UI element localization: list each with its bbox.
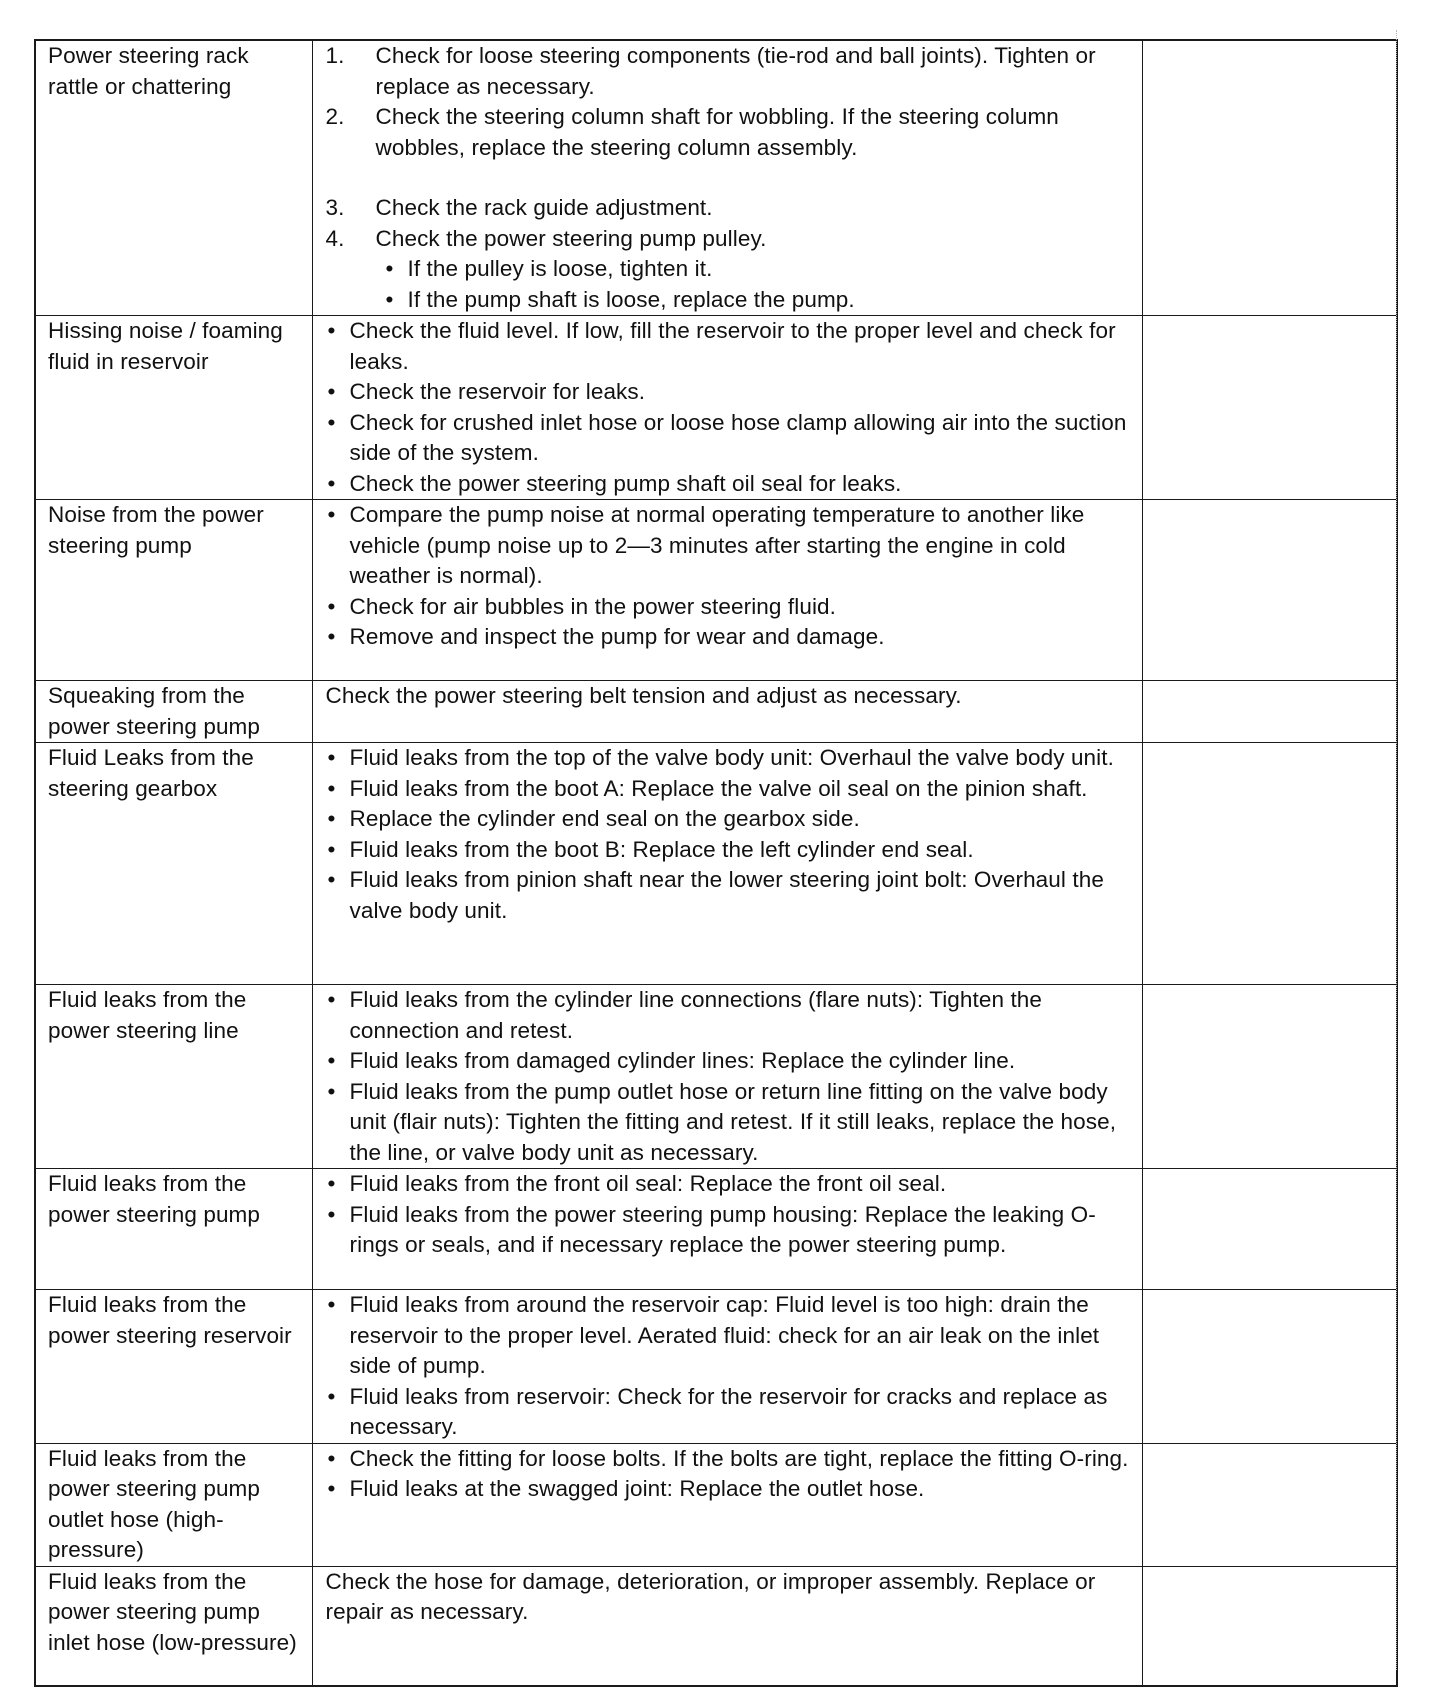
bullet-item (326, 743, 1132, 774)
symptom-cell (35, 1566, 312, 1686)
bullet-icon: • (327, 987, 336, 1012)
action-cell (312, 1566, 1142, 1686)
bullet-item (326, 1200, 1132, 1261)
bullet-icon: • (327, 593, 336, 619)
bullet-list (326, 1290, 1132, 1443)
action-cell (312, 985, 1142, 1169)
bullet-list (326, 1169, 1132, 1261)
bullet-text: Fluid leaks from pinion shaft near the lower steering joint bolt: Overhaul the valve body unit. (349, 867, 1104, 923)
symptom-text: Fluid leaks from the power steering pump outlet hose (high-pressure) (48, 1445, 261, 1562)
bullet-text: Fluid leaks from reservoir: Check for the reservoir for cracks and replace as necessary. (349, 1383, 1108, 1439)
symptom-cell (35, 1290, 312, 1444)
reference-cell (1142, 681, 1397, 743)
step-text-group (376, 224, 1132, 316)
reference-cell (1142, 1443, 1397, 1566)
reference-cell (1142, 40, 1397, 316)
step-item (326, 193, 1132, 224)
bullet-text: Check for crushed inlet hose or loose hose clamp allowing air into the suction side of the system. (349, 409, 1127, 465)
action-text: Check the power steering belt tension and adjust as necessary. (325, 683, 962, 708)
action-cell (312, 1290, 1142, 1444)
bullet-item (326, 377, 1132, 408)
reference-cell (1142, 500, 1397, 681)
action-cell (312, 681, 1142, 743)
action-cell (312, 40, 1142, 316)
reference-cell (1142, 1566, 1397, 1686)
bullet-item (326, 592, 1132, 623)
symptom-text: Power steering rack rattle or chattering (48, 43, 249, 99)
bullet-text: Fluid leaks from the power steering pump housing: Replace the leaking O-rings or seals, and if necessary replace the power steering pump. (349, 1201, 1096, 1257)
bullet-item (326, 1077, 1132, 1169)
bullet-text: Replace the cylinder end seal on the gearbox side. (349, 806, 860, 831)
symptom-cell (35, 1169, 312, 1290)
bullet-icon: • (327, 806, 336, 831)
step-text: Check for loose steering components (tie-rod and ball joints). Tighten or replace as necessary. (375, 43, 1096, 99)
bullet-item (326, 985, 1132, 1046)
bullet-list (326, 500, 1132, 653)
bullet-item (326, 408, 1132, 469)
bullet-item (326, 469, 1132, 500)
bullet-icon: • (327, 867, 336, 892)
table-row (35, 500, 1397, 681)
table-row (35, 1290, 1397, 1444)
bullet-list (326, 316, 1132, 499)
symptom-text: Fluid Leaks from the steering gearbox (48, 745, 254, 801)
sub-bullet-item (384, 285, 1132, 316)
action-cell (312, 316, 1142, 500)
symptom-text: Noise from the power steering pump (48, 502, 264, 558)
bullet-icon: • (327, 409, 336, 435)
symptom-cell (35, 500, 312, 681)
bullet-text: If the pump shaft is loose, replace the pump. (407, 286, 855, 312)
bullet-icon: • (385, 256, 394, 281)
bullet-icon: • (327, 1171, 336, 1196)
action-cell (312, 500, 1142, 681)
table-row (35, 681, 1397, 743)
bullet-item (326, 804, 1132, 835)
reference-cell (1142, 743, 1397, 985)
symptom-cell (35, 681, 312, 743)
troubleshooting-table (34, 39, 1398, 1687)
bullet-text: Check the power steering pump shaft oil seal for leaks. (349, 470, 902, 496)
bullet-icon: • (327, 318, 336, 343)
bullet-text: Fluid leaks from damaged cylinder lines: Replace the cylinder line. (349, 1048, 1016, 1073)
bullet-icon: • (327, 1201, 336, 1227)
scan-edge-divider (1396, 30, 1398, 1670)
bullet-icon: • (385, 286, 394, 312)
reference-cell (1142, 1169, 1397, 1290)
symptom-text: Fluid leaks from the power steering pump (48, 1171, 261, 1227)
step-number: 4. (325, 225, 345, 251)
action-cell (312, 1169, 1142, 1290)
bullet-icon: • (327, 1476, 336, 1501)
symptom-cell (35, 1443, 312, 1566)
bullet-icon: • (327, 1383, 336, 1409)
bullet-icon: • (327, 502, 336, 527)
bullet-icon: • (327, 1048, 336, 1073)
table-row (35, 1169, 1397, 1290)
bullet-item (326, 1290, 1132, 1382)
bullet-text: Check for air bubbles in the power steering fluid. (349, 593, 837, 619)
table-row (35, 985, 1397, 1169)
sub-bullet-item (384, 254, 1132, 285)
action-text: Check the hose for damage, deterioration, or improper assembly. Replace or repair as necessary. (325, 1568, 1096, 1624)
bullet-text: Check the reservoir for leaks. (349, 379, 646, 404)
bullet-icon: • (327, 624, 336, 649)
bullet-icon: • (327, 745, 336, 770)
reference-cell (1142, 985, 1397, 1169)
bullet-text: If the pulley is loose, tighten it. (407, 256, 713, 281)
bullet-text: Check the fitting for loose bolts. If the bolts are tight, replace the fitting O-ring. (349, 1445, 1129, 1471)
bullet-icon: • (327, 775, 336, 801)
step-number: 3. (325, 195, 345, 220)
bullet-item (326, 500, 1132, 592)
bullet-item (326, 774, 1132, 805)
bullet-item (326, 1474, 1132, 1505)
bullet-item (326, 835, 1132, 866)
bullet-text: Fluid leaks from around the reservoir cap: Fluid level is too high: drain the reservoir to the proper level. Aerated fluid: check for an air leak on the inlet side of pump. (349, 1292, 1100, 1378)
symptom-text: Fluid leaks from the power steering reservoir (48, 1292, 292, 1348)
bullet-icon: • (327, 1445, 336, 1471)
bullet-icon: • (327, 470, 336, 496)
bullet-item (326, 865, 1132, 926)
bullet-text: Fluid leaks from the cylinder line connections (flare nuts): Tighten the connection and retest. (349, 987, 1043, 1043)
bullet-item (326, 1382, 1132, 1443)
step-text: Check the steering column shaft for wobbling. If the steering column wobbles, replace the steering column assembly. (375, 104, 1059, 160)
bullet-icon: • (327, 1078, 336, 1104)
action-cell (312, 743, 1142, 985)
bullet-text: Remove and inspect the pump for wear and damage. (349, 624, 885, 649)
bullet-text: Fluid leaks from the boot B: Replace the left cylinder end seal. (349, 836, 974, 862)
symptom-text: Hissing noise / foaming fluid in reservoir (48, 318, 283, 374)
table-row (35, 743, 1397, 985)
bullet-text: Check the fluid level. If low, fill the reservoir to the proper level and check for leaks. (349, 318, 1116, 374)
table-row (35, 1443, 1397, 1566)
bullet-list (326, 985, 1132, 1168)
bullet-text: Fluid leaks from the front oil seal: Replace the front oil seal. (349, 1171, 947, 1196)
action-cell (312, 1443, 1142, 1566)
table-row (35, 316, 1397, 500)
symptom-cell (35, 316, 312, 500)
bullet-list (326, 743, 1132, 926)
step-item (326, 102, 1132, 163)
bullet-text: Fluid leaks from the top of the valve body unit: Overhaul the valve body unit. (349, 745, 1114, 770)
bullet-item (326, 316, 1132, 377)
step-text: Check the power steering pump pulley. (375, 225, 767, 251)
symptom-cell (35, 40, 312, 316)
bullet-text: Compare the pump noise at normal operating temperature to another like vehicle (pump noise up to 2—3 minutes after starting the engine in cold weather is normal). (349, 502, 1085, 588)
reference-cell (1142, 1290, 1397, 1444)
step-item (326, 224, 1132, 316)
step-number: 2. (325, 104, 345, 129)
bullet-list (326, 1444, 1132, 1505)
bullet-item (326, 1169, 1132, 1200)
reference-cell (1142, 316, 1397, 500)
sub-bullet-list (376, 254, 1132, 315)
bullet-icon: • (327, 1292, 336, 1317)
bullet-item (326, 1444, 1132, 1475)
table-row (35, 1566, 1397, 1686)
step-text: Check the rack guide adjustment. (375, 195, 713, 220)
numbered-steps (326, 41, 1132, 315)
bullet-text: Fluid leaks from the boot A: Replace the valve oil seal on the pinion shaft. (349, 775, 1088, 801)
bullet-icon: • (327, 379, 336, 404)
bullet-text: Fluid leaks at the swagged joint: Replace the outlet hose. (349, 1476, 925, 1501)
bullet-text: Fluid leaks from the pump outlet hose or return line fitting on the valve body unit (flair nuts): Tighten the fitting and retest. If it still leaks, replace the hose, the line, or valve body unit as necessary. (349, 1078, 1117, 1165)
step-item (326, 41, 1132, 102)
bullet-item (326, 622, 1132, 653)
symptom-cell (35, 743, 312, 985)
table-row (35, 40, 1397, 316)
symptom-cell (35, 985, 312, 1169)
symptom-text: Fluid leaks from the power steering pump inlet hose (low-pressure) (48, 1568, 297, 1655)
symptom-text: Squeaking from the power steering pump (48, 683, 261, 739)
bullet-icon: • (327, 836, 336, 862)
symptom-text: Fluid leaks from the power steering line (48, 987, 247, 1043)
bullet-item (326, 1046, 1132, 1077)
step-number: 1. (325, 43, 345, 68)
